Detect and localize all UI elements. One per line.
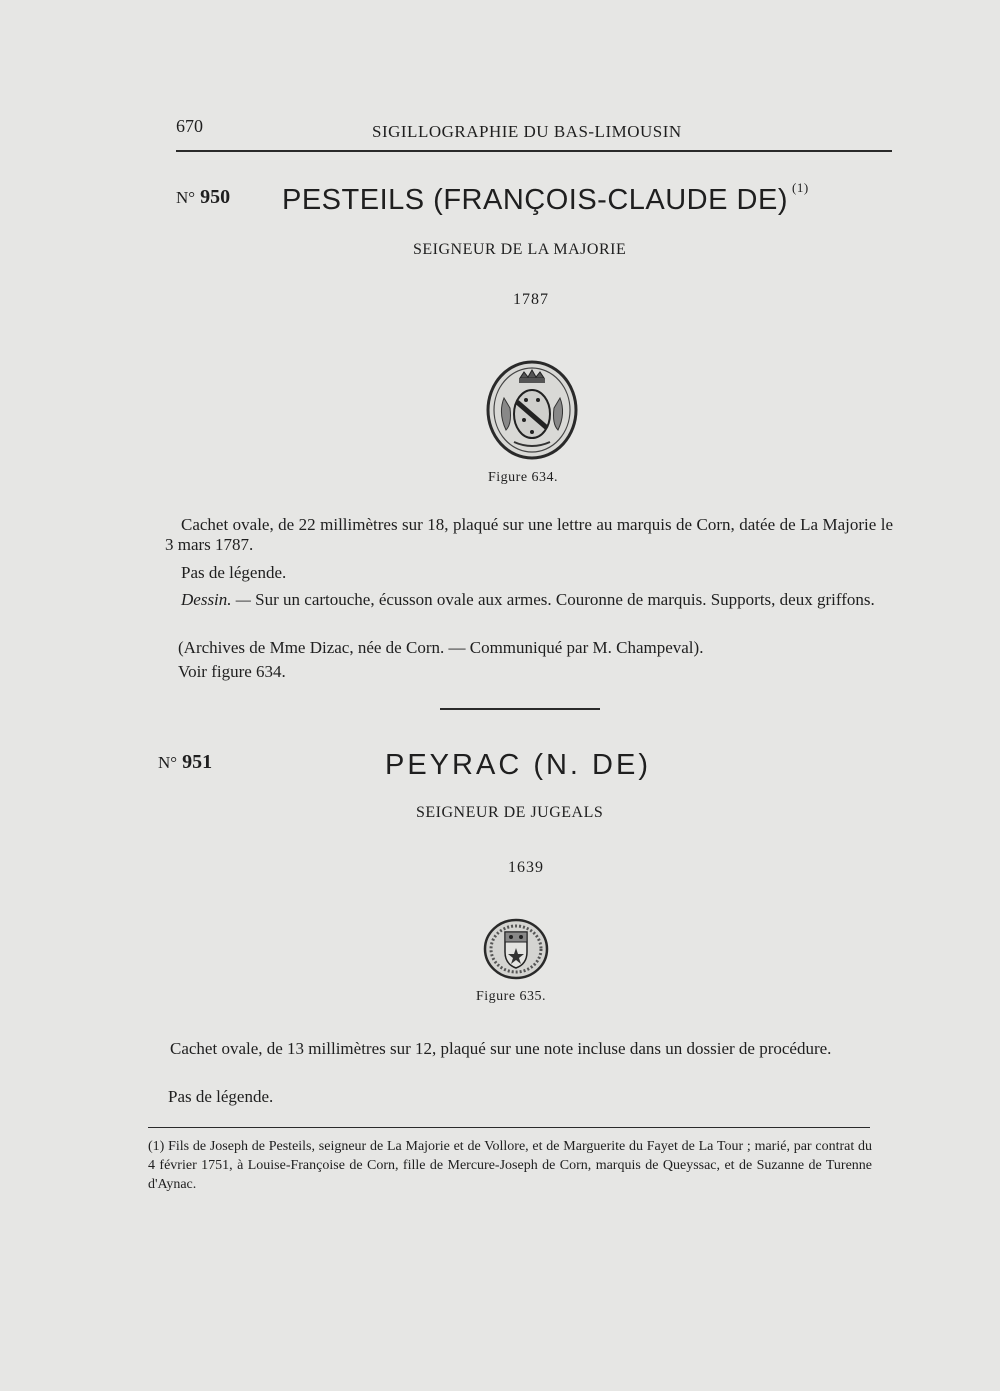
figure-635-caption: Figure 635. [476, 989, 547, 1004]
entry-950-archives: (Archives de Mme Dizac, née de Corn. — Communiqué par M. Champeval). [178, 638, 704, 657]
entry-950-dessin [163, 590, 891, 610]
dessin-text: Sur un cartouche, écusson ovale aux armes. Couronne de marquis. Supports, deux griffons. [255, 590, 875, 609]
entry-950-title [282, 180, 809, 217]
entry-separator [440, 708, 600, 710]
entry-950-number [176, 186, 230, 209]
entry-950-legend: Pas de légende. [181, 563, 287, 582]
seal-figure-635 [483, 918, 549, 980]
entry-number-value: 950 [200, 186, 231, 208]
figure-634-caption: Figure 634. [488, 470, 559, 485]
footnote: (1) Fils de Joseph de Pesteils, seigneur de La Majorie et de Vollore, et de Marguerite du Fayet de La Tour ; marié, par contrat du 4 février 1751, à Louise-Françoise de Corn, fille de Mercure-Joseph de Corn, marquis de Queyssac, et de Suzanne de Turenne d'Aynac. [148, 1139, 872, 1192]
entry-number-value: 951 [182, 751, 213, 773]
dessin-label: Dessin. — [181, 590, 251, 609]
footnote-mark: (1) [791, 180, 809, 196]
entry-950-subtitle: SEIGNEUR DE LA MAJORIE [413, 241, 627, 258]
entry-title-text: PESTEILS (FRANÇOIS-CLAUDE DE) [282, 184, 788, 216]
running-title: SIGILLOGRAPHIE DU BAS-LIMOUSIN [372, 122, 682, 141]
entry-950-description: Cachet ovale, de 22 millimètres sur 18, plaqué sur une lettre au marquis de Corn, datée de La Majorie le 3 mars 1787. [165, 515, 893, 554]
footnote-rule [148, 1127, 870, 1128]
entry-number-prefix: N° [176, 188, 196, 207]
entry-950-year: 1787 [513, 291, 549, 308]
entry-951-year: 1639 [508, 859, 544, 876]
header-rule [176, 150, 892, 152]
entry-950-see-figure: Voir figure 634. [178, 662, 286, 681]
entry-951-title: PEYRAC (N. DE) [385, 749, 651, 781]
page-number: 670 [176, 116, 203, 136]
entry-number-prefix: N° [158, 753, 178, 772]
entry-951-legend: Pas de légende. [168, 1087, 274, 1106]
entry-951-subtitle: SEIGNEUR DE JUGEALS [416, 804, 604, 821]
entry-951-number [158, 751, 212, 774]
seal-figure-634 [484, 358, 580, 462]
entry-951-description: Cachet ovale, de 13 millimètres sur 12, plaqué sur une note incluse dans un dossier de procédure. [170, 1039, 832, 1058]
